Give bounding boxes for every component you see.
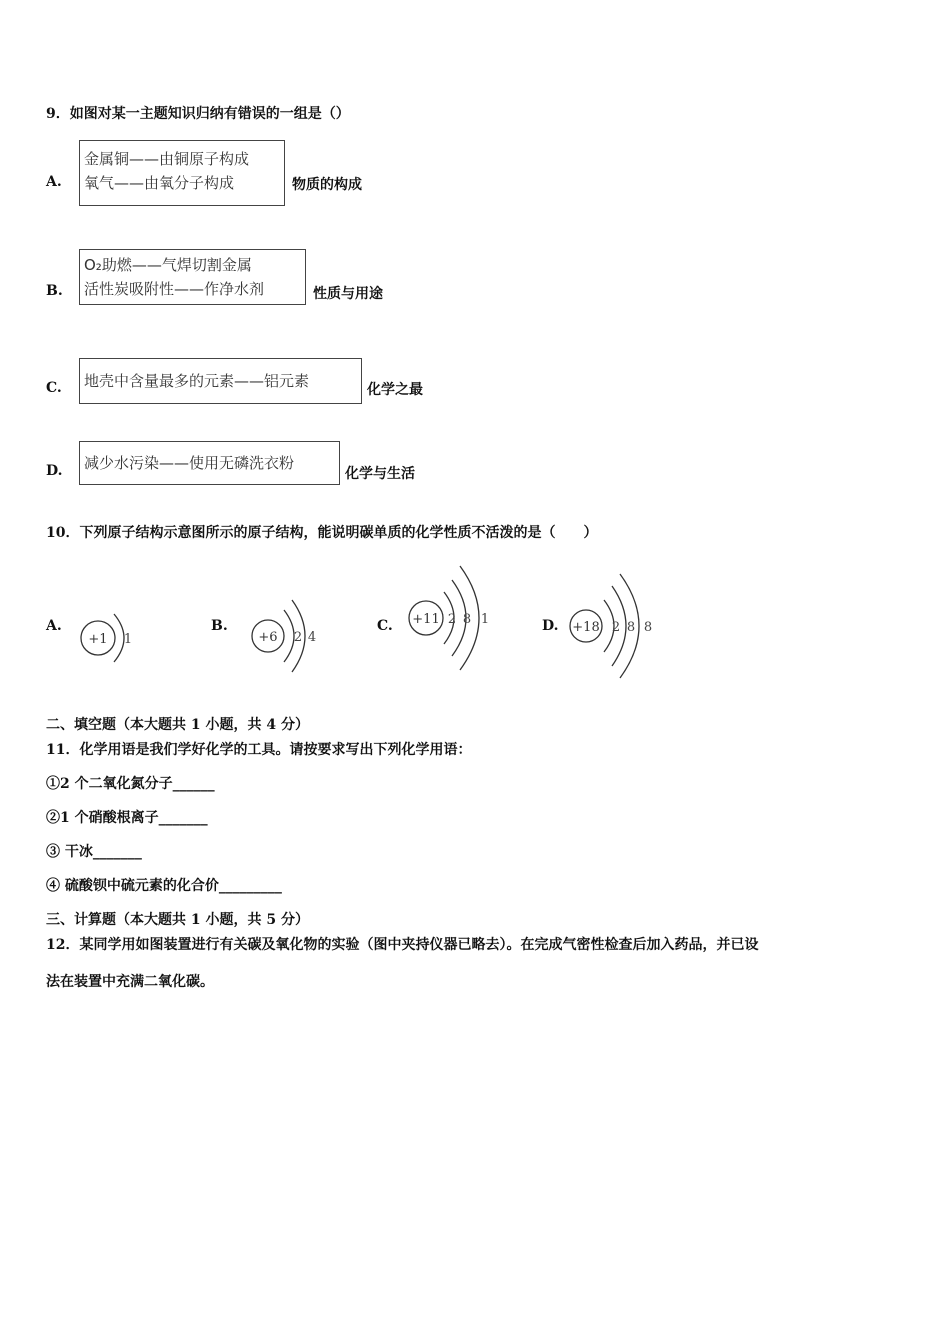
nucleus-charge: +6 (258, 630, 278, 645)
q9-option-b-caption: 性质与用途 (313, 286, 383, 302)
shell-2-count: 8 (626, 620, 636, 635)
electron-shell-1 (284, 610, 294, 662)
q9-option-d-box[interactable] (79, 441, 340, 485)
q10-option-a-letter: A. (46, 618, 62, 634)
q9-option-b-box[interactable] (79, 249, 306, 305)
q12-stem-line-2: 法在装置中充满二氧化碳。 (46, 974, 214, 990)
section-3-heading: 三、计算题（本大题共 1 小题，共 5 分） (46, 912, 309, 928)
nucleus-charge: +1 (88, 632, 108, 647)
shell-1-count: 2 (447, 612, 457, 627)
q9-option-b-line-2: 活性炭吸附性——作净水剂 (84, 280, 265, 298)
q11-item-2: ②1 个硝酸根离子_______ (46, 810, 208, 826)
q9-stem: 9．如图对某一主题知识归纳有错误的一组是（） (46, 106, 350, 122)
q10-option-c-atom-diagram[interactable] (404, 560, 504, 680)
q10-option-c-letter: C. (377, 618, 393, 634)
q10-option-a-atom-diagram[interactable] (76, 600, 146, 680)
section-2-heading: 二、填空题（本大题共 1 小题，共 4 分） (46, 717, 309, 733)
q11-item-4: ④ 硫酸钡中硫元素的化合价_________ (46, 878, 282, 894)
shell-2-count: 8 (462, 612, 472, 627)
q11-item-1: ①2 个二氧化氮分子______ (46, 776, 215, 792)
q9-option-a-letter: A. (46, 174, 62, 190)
shell-2-count: 4 (307, 630, 317, 645)
shell-1-count: 2 (611, 620, 621, 635)
q10-option-d-atom-diagram[interactable] (566, 568, 666, 684)
q10-option-b-letter: B. (211, 618, 228, 634)
q9-option-d-caption: 化学与生活 (345, 466, 415, 482)
nucleus-charge: +18 (572, 620, 600, 635)
q11-item-3: ③ 干冰_______ (46, 844, 142, 860)
q9-option-c-letter: C. (46, 380, 62, 396)
q9-option-d-letter: D. (46, 463, 63, 479)
q9-option-c-caption: 化学之最 (367, 382, 423, 398)
q9-option-a-line-1: 金属铜——由铜原子构成 (84, 150, 250, 168)
shell-1-count: 2 (293, 630, 303, 645)
shell-1-count: 1 (123, 632, 133, 647)
q11-stem: 11．化学用语是我们学好化学的工具。请按要求写出下列化学用语： (46, 742, 472, 758)
q10-stem: 10．下列原子结构示意图所示的原子结构，能说明碳单质的化学性质不活泼的是（ ） (46, 525, 598, 541)
q9-option-a-caption: 物质的构成 (292, 177, 362, 193)
q9-option-c-line-1: 地壳中含量最多的元素——铝元素 (84, 372, 310, 390)
q9-option-d-line-1: 减少水污染——使用无磷洗衣粉 (84, 454, 295, 472)
q9-option-c-box[interactable] (79, 358, 362, 404)
shell-3-count: 1 (480, 612, 490, 627)
q10-option-b-atom-diagram[interactable] (248, 586, 328, 686)
q10-option-d-letter: D. (542, 618, 559, 634)
q9-option-a-box[interactable] (79, 140, 285, 206)
shell-3-count: 8 (643, 620, 653, 635)
q9-option-b-letter: B. (46, 283, 63, 299)
q9-option-a-line-2: 氧气——由氧分子构成 (84, 174, 235, 192)
nucleus-charge: +11 (412, 612, 440, 627)
q9-option-b-line-1: O₂助燃——气焊切割金属 (84, 256, 252, 274)
q12-stem-line-1: 12．某同学用如图装置进行有关碳及氧化物的实验（图中夹持仪器已略去）。在完成气密性检查后加入药品，并已设 (46, 937, 759, 953)
